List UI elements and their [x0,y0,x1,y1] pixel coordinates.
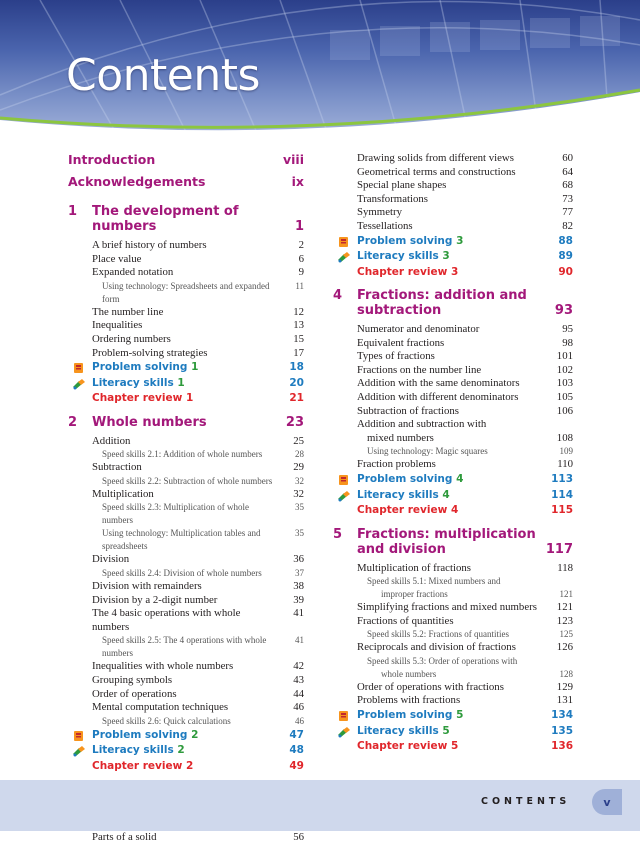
toc-entry[interactable] [68,253,304,267]
toc-entry[interactable] [68,239,304,253]
toc-subentry[interactable] [68,567,304,580]
entry-title: Problems with fractions [357,694,461,707]
entry-label: Literacy skills [357,250,439,263]
entry-page: 48 [289,744,304,757]
chapter-page: 117 [545,541,573,557]
entry-title: Division by a 2-digit number [92,593,218,606]
literacy-skills-icon [337,490,351,502]
entry-page: 115 [551,504,573,516]
entry-page: 21 [289,392,304,405]
toc-entry[interactable] [333,405,573,419]
toc-entry[interactable] [333,681,573,695]
entry-title: Addition [92,434,131,447]
entry-title: Chapter review 3 [357,265,459,278]
toc-entry[interactable] [333,418,573,432]
entry-title: Addition with the same denominators [357,377,520,390]
chapter-title: Fractions: multiplication and division [357,526,536,557]
entry-page: 103 [556,377,573,390]
entry-title: Speed skills 5.3: Order of operations with [367,655,518,666]
entry-title: Geometrical terms and constructions [357,165,516,178]
problem-solving-icon [72,362,86,374]
entry-title: Tessellations [357,219,413,232]
front-matter-entry[interactable] [68,174,304,196]
toc-subentry[interactable] [333,445,573,458]
entry-title: Mental computation techniques [92,701,229,714]
problem-solving-icon [337,710,351,722]
literacy-skills-entry[interactable] [333,724,573,740]
entry-title: Speed skills 2.6: Quick calculations [102,715,231,726]
chapter-heading-row [333,527,573,557]
entry-title: Introduction [68,152,156,167]
entry-page: 46 [293,701,304,714]
entry-page: 35 [295,502,304,513]
chapter-title: Fractions: addition and subtraction [357,288,527,319]
toc-entry[interactable] [333,641,573,655]
contents-left-column [68,152,304,844]
entry-title: Speed skills 2.4: Division of whole numbers [102,568,262,579]
entry-title: Subtraction [92,461,142,474]
chapter-review-entry[interactable] [333,265,573,281]
problem-solving-entry[interactable] [333,234,573,250]
entry-page: 110 [557,458,573,471]
entry-title: improper fractions [381,589,448,600]
entry-title: Fractions on the number line [357,363,482,376]
toc-subentry[interactable] [333,588,573,601]
entry-page: 109 [559,446,573,457]
toc-entry[interactable] [68,306,304,320]
entry-title: Order of operations [92,687,177,700]
toc-entry[interactable] [68,266,304,280]
entry-page: 42 [293,660,304,673]
entry-page: 77 [562,206,573,219]
toc-entry[interactable] [333,432,573,446]
chapter-review-entry[interactable] [68,391,304,407]
entry-number: 3 [442,250,450,263]
entry-page: ix [291,174,304,189]
toc-entry[interactable] [68,488,304,502]
toc-entry[interactable] [333,391,573,405]
problem-solving-icon [337,474,351,486]
toc-subentry[interactable] [68,715,304,728]
entry-page: 125 [559,629,573,640]
entry-page: 73 [562,192,573,205]
toc-entry[interactable] [68,319,304,333]
toc-entry[interactable] [333,377,573,391]
entry-title: Reciprocals and division of fractions [357,641,516,654]
entry-page: 41 [295,635,304,646]
page-title: Contents [66,50,260,101]
literacy-skills-icon [72,378,86,390]
toc-entry[interactable] [68,674,304,688]
literacy-skills-entry[interactable] [68,743,304,759]
entry-page: 90 [558,265,573,278]
entry-page: 39 [293,593,304,606]
entry-title [357,708,551,724]
entry-page: 60 [562,152,573,164]
literacy-skills-icon [72,745,86,757]
chapter-review-entry[interactable] [68,759,304,775]
entry-title: A brief history of numbers [92,239,207,251]
toc-entry[interactable] [333,694,573,708]
entry-page: 46 [295,715,304,726]
entry-page: 131 [556,694,573,707]
entry-page: 56 [293,830,304,843]
entry-title: Addition with different denominators [357,391,519,404]
contents-right-column [333,152,573,755]
chapter-review-entry[interactable] [333,503,573,519]
entry-title: Multiplication [92,487,154,500]
entry-title: Equivalent fractions [357,336,445,349]
entry-title: Division [92,553,130,566]
entry-page: 18 [289,361,304,374]
literacy-skills-icon [337,726,351,738]
problem-solving-entry[interactable] [68,360,304,376]
problem-solving-entry[interactable] [333,708,573,724]
entry-page: 136 [551,740,573,753]
entry-title [357,234,553,250]
entry-title: Expanded notation [92,266,174,279]
entry-number: 5 [456,709,464,722]
toc-subentry[interactable] [333,628,573,641]
entry-page: 41 [293,607,304,620]
entry-title: Speed skills 5.2: Fractions of quantities [367,629,509,640]
entry-page: 17 [293,346,304,359]
entry-page: 25 [293,434,304,447]
entry-title [92,743,284,759]
entry-page: 13 [293,319,304,332]
entry-title: Grouping symbols [92,674,173,686]
toc-entry[interactable] [68,461,304,475]
entry-page: 114 [551,488,573,501]
toc-entry[interactable] [333,337,573,351]
toc-entry[interactable] [333,562,573,576]
entry-page: viii [282,152,304,167]
entry-label: Problem solving [357,709,453,722]
chapter-review-entry[interactable] [333,739,573,755]
literacy-skills-entry[interactable] [333,488,573,504]
entry-title: Ordering numbers [92,332,171,345]
entry-title: Fractions of quantities [357,614,454,627]
chapter-heading-row [333,288,573,318]
toc-entry[interactable] [68,347,304,361]
chapter-number: 1 [68,204,78,219]
entry-title [357,488,551,504]
toc-entry[interactable] [333,350,573,364]
literacy-skills-icon [337,251,351,263]
toc-subentry[interactable] [68,475,304,488]
entry-title: Place value [92,252,142,265]
entry-title [357,249,553,265]
entry-page: 98 [562,336,573,349]
entry-page: 64 [562,165,573,178]
entry-title: Addition and subtraction with [357,418,487,431]
entry-page: 32 [295,475,304,486]
toc-subentry[interactable] [333,668,573,681]
chapter-heading[interactable] [333,527,573,557]
entry-page: 11 [295,280,304,291]
problem-solving-icon [72,730,86,742]
entry-page: 37 [295,568,304,579]
entry-title: Chapter review 5 [357,740,459,753]
entry-page: 29 [293,461,304,474]
entry-page: 113 [551,473,573,485]
toc-entry[interactable] [333,193,573,207]
entry-title: Speed skills 2.5: The 4 operations with whole numbers [102,635,267,659]
entry-title: Parts of a solid [92,830,157,843]
toc-entry[interactable] [68,435,304,449]
entry-page: 128 [559,668,573,679]
entry-page: 101 [556,350,573,363]
entry-page: 32 [293,487,304,500]
entry-number: 3 [456,234,464,247]
chapter-number: 4 [333,288,343,304]
toc-entry[interactable] [333,220,573,234]
toc-entry[interactable] [333,179,573,193]
toc-entry[interactable] [333,152,573,166]
entry-page: 2 [298,239,304,251]
toc-entry[interactable] [333,601,573,615]
entry-label: Literacy skills [92,744,174,757]
entry-title: Inequalities [92,319,143,332]
literacy-skills-entry[interactable] [333,249,573,265]
entry-title: Speed skills 2.2: Subtraction of whole numbers [102,475,273,486]
entry-page: 28 [295,449,304,460]
toc-entry[interactable] [333,323,573,337]
entry-title [92,360,284,376]
chapter-heading[interactable] [333,288,573,318]
entry-title: Chapter review 1 [92,392,194,405]
entry-page: 68 [562,179,573,192]
chapter-number: 5 [333,526,343,542]
entry-number: 2 [177,744,185,757]
chapter-page: 93 [554,303,573,319]
entry-page: 121 [556,601,573,614]
footer-label: CONTENTS [481,796,571,807]
entry-title: Using technology: Magic squares [367,446,488,457]
toc-entry[interactable] [68,831,304,844]
entry-title: whole numbers [381,668,437,679]
entry-page: 95 [562,323,573,336]
entry-title: Problem-solving strategies [92,346,208,359]
entry-page: 129 [556,680,573,693]
entry-page: 15 [293,332,304,345]
entry-page: 20 [289,376,304,389]
entry-page: 38 [293,580,304,593]
entry-label: Problem solving [92,361,188,374]
entry-title: Order of operations with fractions [357,680,504,693]
toc-entry[interactable] [68,660,304,674]
entry-page: 12 [293,305,304,318]
entry-page: 82 [562,219,573,232]
entry-number: 4 [442,488,450,501]
front-matter-entry[interactable] [68,152,304,174]
entry-number: 1 [177,376,185,389]
entry-title [92,728,284,744]
toc-entry[interactable] [333,166,573,180]
entry-page: 6 [298,252,304,265]
entry-title: Division with remainders [92,580,202,593]
problem-solving-entry[interactable] [333,472,573,488]
problem-solving-icon [337,236,351,248]
toc-entry[interactable] [68,580,304,594]
toc-entry[interactable] [333,458,573,472]
entry-page: 88 [558,234,573,247]
entry-number: 2 [191,728,199,741]
toc-entry[interactable] [68,688,304,702]
entry-page: 47 [289,728,304,741]
entry-label: Problem solving [92,728,188,741]
entry-page: 126 [556,641,573,654]
header-banner [0,0,640,142]
entry-page: 35 [295,528,304,539]
entry-label: Literacy skills [357,724,439,737]
toc-subentry[interactable] [68,634,304,660]
chapter-page: 1 [294,219,304,234]
entry-title: Using technology: Spreadsheets and expanded form [102,280,270,304]
entry-page: 105 [556,391,573,404]
chapter-title: The development of numbers [92,204,239,234]
entry-number: 4 [456,473,464,485]
entry-title [92,376,284,392]
entry-page: 108 [556,431,573,444]
entry-title: Acknowledgements [68,174,206,189]
chapter-heading-row [68,415,304,430]
entry-page: 102 [556,363,573,376]
entry-title: Speed skills 2.1: Addition of whole numbers [102,449,263,460]
toc-entry[interactable] [68,594,304,608]
chapter-heading[interactable] [68,415,304,430]
toc-subentry[interactable] [68,501,304,527]
entry-page: 118 [557,561,573,574]
toc-subentry[interactable] [68,280,304,306]
entry-page: 106 [556,404,573,417]
entry-page: 43 [293,674,304,686]
entry-title: Multiplication of fractions [357,561,471,574]
entry-title [357,472,551,488]
chapter-page: 23 [285,414,304,430]
toc-subentry[interactable] [68,527,304,553]
entry-page: 36 [293,553,304,566]
entry-title: Chapter review 2 [92,759,194,772]
literacy-skills-entry[interactable] [68,376,304,392]
entry-title: The number line [92,305,164,318]
chapter-number: 2 [68,414,78,430]
problem-solving-entry[interactable] [68,728,304,744]
chapter-heading-row [68,204,304,234]
toc-entry[interactable] [68,701,304,715]
entry-title: Speed skills 2.3: Multiplication of whole numbers [102,502,249,526]
entry-page: 9 [298,266,304,279]
entry-number: 1 [191,361,199,374]
page-number-tab: v [592,789,622,815]
entry-title: Symmetry [357,206,402,219]
toc-entry[interactable] [68,333,304,347]
entry-title: Drawing solids from different views [357,152,514,164]
entry-label: Literacy skills [357,488,439,501]
entry-title: The 4 basic operations with whole numbers [92,607,241,633]
entry-page: 49 [289,759,304,772]
entry-title: Speed skills 5.1: Mixed numbers and [367,576,501,587]
entry-title: Chapter review 4 [357,504,459,516]
toc-entry[interactable] [68,553,304,567]
entry-title: Special plane shapes [357,179,447,192]
entry-number: 5 [442,724,450,737]
entry-title: Using technology: Multiplication tables and spreadsheets [102,528,261,552]
entry-title: Types of fractions [357,350,435,363]
entry-page: 121 [559,589,573,600]
entry-label: Problem solving [357,234,453,247]
toc-subentry[interactable] [333,655,573,668]
toc-entry[interactable] [68,607,304,634]
entry-title: Subtraction of fractions [357,404,459,417]
entry-page: 44 [293,687,304,700]
toc-entry[interactable] [333,364,573,378]
toc-entry[interactable] [333,615,573,629]
toc-subentry[interactable] [333,575,573,588]
chapter-heading[interactable] [68,204,304,234]
entry-title: Inequalities with whole numbers [92,660,234,673]
chapter-title: Whole numbers [92,414,207,430]
entry-title: Fraction problems [357,458,436,471]
toc-subentry[interactable] [68,448,304,461]
entry-page: 135 [551,724,573,737]
toc-entry[interactable] [333,206,573,220]
entry-title: Transformations [357,192,428,205]
entry-label: Problem solving [357,473,453,485]
entry-page: 89 [558,250,573,263]
entry-title: mixed numbers [367,431,434,444]
entry-title: Simplifying fractions and mixed numbers [357,601,537,614]
entry-title [357,724,551,740]
entry-title: Numerator and denominator [357,323,480,336]
entry-page: 123 [556,614,573,627]
entry-page: 134 [551,709,573,722]
entry-label: Literacy skills [92,376,174,389]
